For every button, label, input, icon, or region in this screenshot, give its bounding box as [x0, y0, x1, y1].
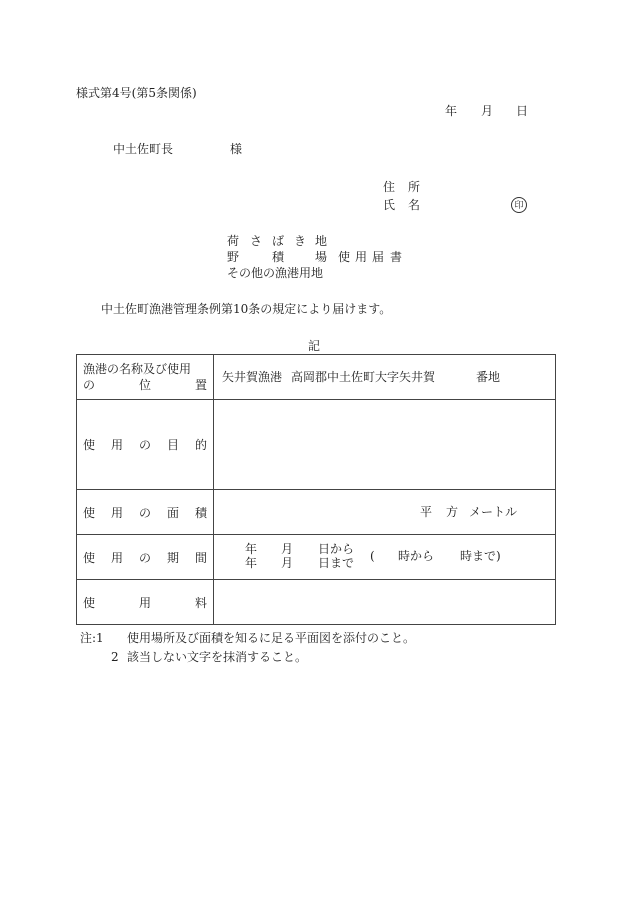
period-from-day: 日から — [318, 542, 355, 556]
area-label-c5: 積 — [194, 505, 207, 520]
purpose-label-c2: 用 — [110, 438, 123, 452]
purpose-label-c3: の — [138, 438, 151, 452]
time-until: 時まで) — [460, 549, 501, 563]
fee-label — [83, 594, 207, 611]
fee-label-cell — [77, 580, 214, 625]
location-label-cell — [77, 355, 214, 400]
location-label-line2 — [83, 377, 207, 393]
period-until-day: 日まで — [318, 556, 355, 570]
addressee-title: 中土佐町長 — [113, 142, 174, 156]
area-value-cell[interactable] — [214, 490, 556, 535]
title-line1-c5: 地 — [315, 234, 328, 248]
address-label-2: 所 — [408, 180, 421, 194]
form-number: 様式第4号(第5条関係) — [76, 86, 197, 100]
date-day: 日 — [516, 104, 529, 118]
period-label-c1: 使 — [83, 550, 96, 565]
title-line1-c1: 荷 — [227, 234, 240, 248]
title-line1-c3: ば — [272, 234, 285, 248]
title-line2-c2: 積 — [272, 250, 285, 264]
purpose-label-c5: 的 — [194, 438, 207, 452]
note-2-number: 2 — [111, 650, 119, 664]
location-label-c2: 位 — [138, 378, 151, 392]
intro-text: 中土佐町漁港管理条例第10条の規定により届けます。 — [101, 302, 392, 316]
table-row-fee — [77, 580, 556, 625]
location-label-line1: 漁港の名称及び使用 — [83, 362, 192, 376]
time-open-paren: ( — [370, 549, 375, 563]
purpose-label-c4: 目 — [166, 438, 179, 452]
title-suffix-c2: 用 — [355, 250, 368, 264]
title-line3: その他の漁港用地 — [227, 266, 324, 280]
title-suffix-c1: 使 — [338, 250, 351, 264]
area-label-c2: 用 — [110, 505, 123, 520]
date-month: 月 — [481, 104, 494, 118]
ki-mark: 記 — [308, 339, 321, 353]
addressee-honorific: 様 — [230, 142, 243, 156]
title-line2-c1: 野 — [227, 250, 240, 264]
table-row-purpose — [77, 400, 556, 490]
area-label — [83, 504, 207, 521]
period-label — [83, 549, 207, 566]
title-line1-c4: き — [294, 234, 307, 248]
port-address: 高岡郡中土佐町大字矢井賀 — [291, 370, 436, 384]
time-from: 時から — [398, 549, 435, 563]
port-name: 矢井賀漁港 — [222, 370, 283, 384]
fee-value-cell[interactable] — [214, 580, 556, 625]
note-1: 使用場所及び面積を知るに足る平面図を添付のこと。 — [127, 631, 416, 645]
period-label-c5: 間 — [194, 550, 207, 565]
period-from-month: 月 — [281, 542, 294, 556]
purpose-label-c1: 使 — [83, 438, 96, 452]
location-value-cell[interactable] — [214, 355, 556, 400]
period-label-c3: の — [138, 550, 151, 565]
title-suffix-c4: 書 — [390, 250, 403, 264]
period-label-c2: 用 — [110, 550, 123, 565]
note-2: 該当しない文字を抹消すること。 — [127, 650, 308, 664]
area-label-c1: 使 — [83, 505, 96, 520]
purpose-label — [83, 436, 207, 453]
fee-label-c1: 使 — [83, 595, 96, 610]
area-label-c3: の — [138, 505, 151, 520]
table-row-area — [77, 490, 556, 535]
title-line1-c2: さ — [250, 234, 263, 248]
period-label-c4: 期 — [166, 550, 179, 565]
period-label-cell — [77, 535, 214, 580]
area-unit-meter: メートル — [469, 505, 518, 519]
seal-mark: 印 — [511, 197, 527, 213]
title-suffix-c3: 届 — [372, 250, 385, 264]
lot-number-label: 番地 — [476, 370, 501, 384]
purpose-value-cell[interactable] — [214, 400, 556, 490]
area-label-cell — [77, 490, 214, 535]
date-year: 年 — [445, 104, 458, 118]
location-label-c3: 置 — [194, 378, 207, 392]
application-table — [76, 354, 556, 625]
period-until-year: 年 — [245, 556, 258, 570]
fee-label-c3: 料 — [194, 595, 207, 610]
name-label-1: 氏 — [383, 198, 396, 212]
purpose-label-cell — [77, 400, 214, 490]
area-unit-hou: 方 — [446, 505, 459, 519]
name-label-2: 名 — [408, 198, 421, 212]
period-until-month: 月 — [281, 556, 294, 570]
location-label-c1: の — [83, 378, 96, 392]
area-unit-hei: 平 — [420, 505, 433, 519]
period-from-year: 年 — [245, 542, 258, 556]
fee-label-c2: 用 — [138, 595, 151, 610]
note-prefix: 注:1 — [80, 631, 104, 645]
period-value-cell[interactable] — [214, 535, 556, 580]
area-label-c4: 面 — [166, 505, 179, 520]
address-label-1: 住 — [383, 180, 396, 194]
table-row-location — [77, 355, 556, 400]
table-row-period — [77, 535, 556, 580]
title-line2-c3: 場 — [315, 250, 328, 264]
